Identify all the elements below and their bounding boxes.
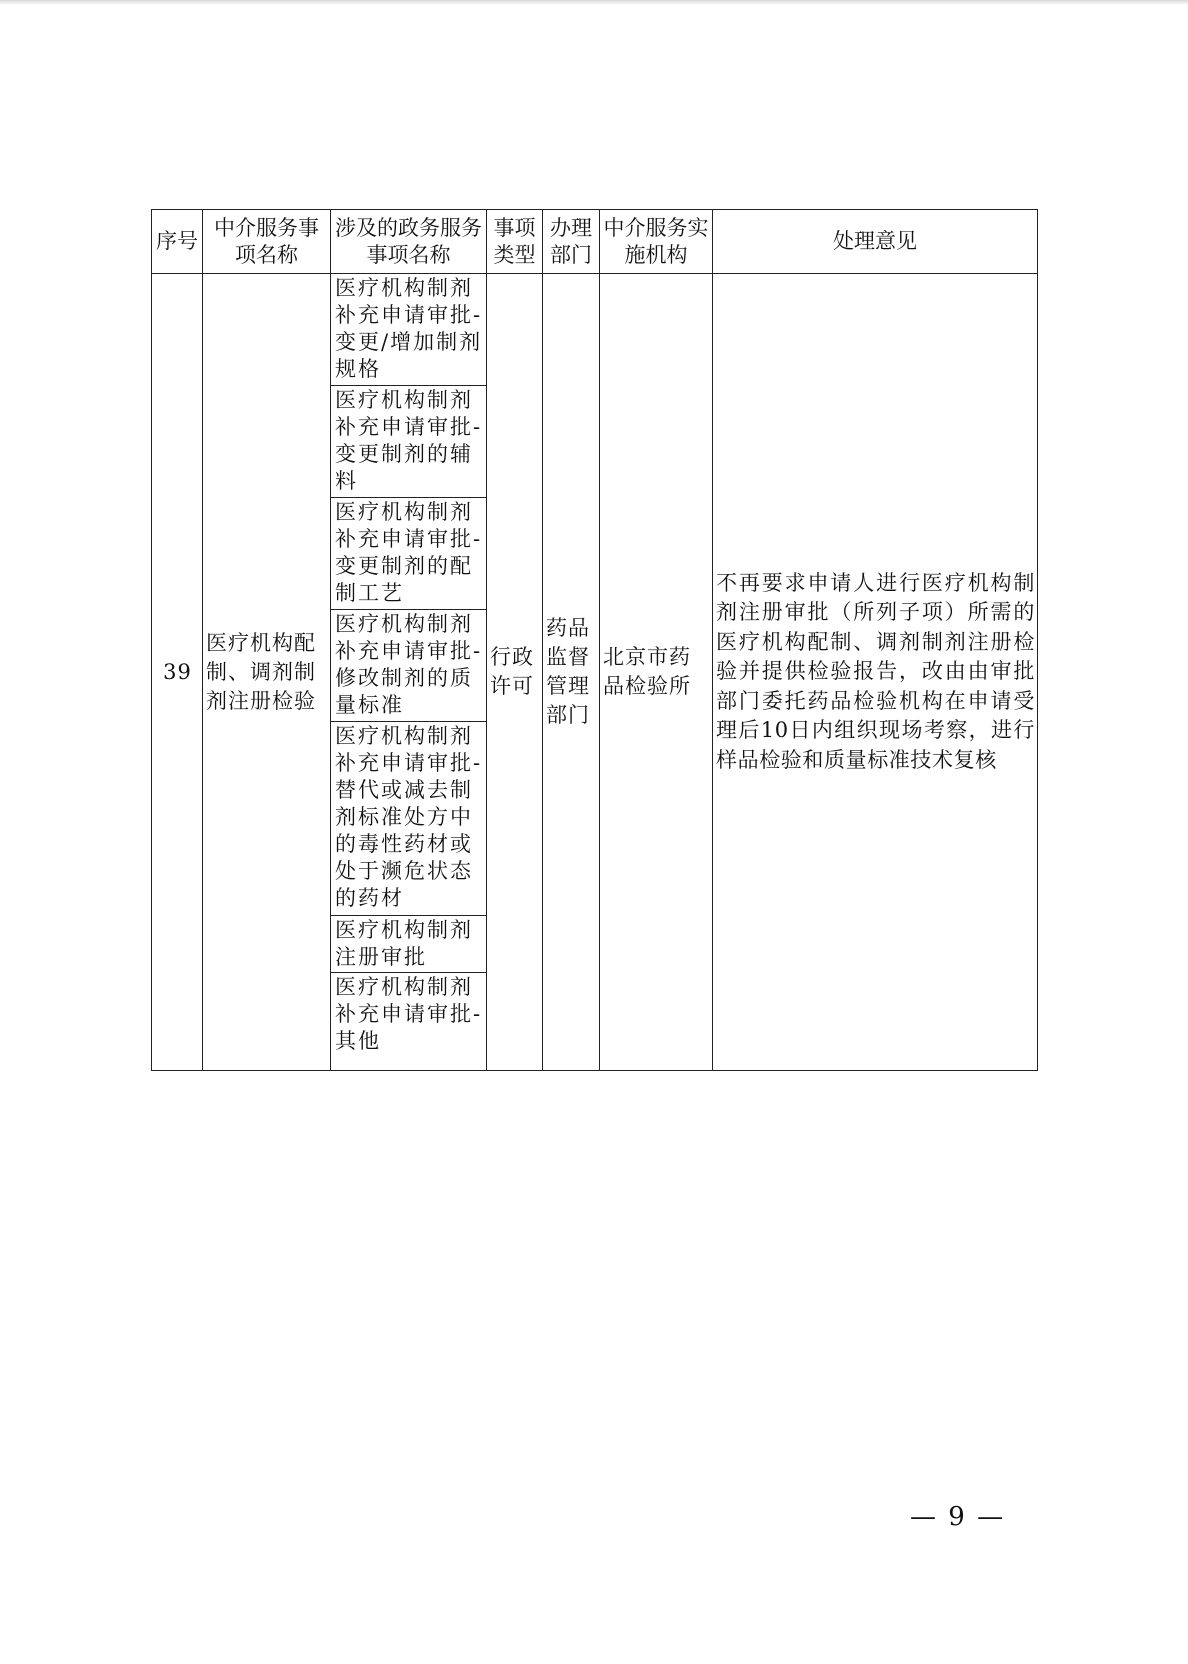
scan-edge	[0, 0, 1188, 5]
gov-item: 医疗机构制剂注册审批	[331, 916, 486, 973]
header-opinion: 处理意见	[713, 210, 1038, 274]
service-items-table	[151, 209, 1038, 1071]
gov-item: 医疗机构制剂补充申请审批-修改制剂的质量标准	[331, 610, 486, 722]
header-dept: 办理部门	[543, 210, 600, 274]
cell-dept: 药品监督管理部门	[543, 274, 600, 1071]
gov-item: 医疗机构制剂补充申请审批-变更制剂的辅料	[331, 386, 486, 498]
cell-type: 行政许可	[487, 274, 543, 1071]
cell-agency-item: 医疗机构配制、调剂制剂注册检验	[203, 274, 331, 1071]
header-provider: 中介服务实施机构	[600, 210, 713, 274]
header-agency-item: 中介服务事项名称	[203, 210, 331, 274]
page-number: — 9 —	[910, 1502, 1006, 1532]
cell-opinion: 不再要求申请人进行医疗机构制剂注册审批（所列子项）所需的医疗机构配制、调剂制剂注册检验并提供检验报告，改由由审批部门委托药品检验机构在申请受理后10日内组织现场考察，进行样品检验和质量标准技术复核	[713, 274, 1038, 1071]
gov-item-list	[331, 274, 486, 1070]
header-type: 事项类型	[487, 210, 543, 274]
header-gov-item: 涉及的政务服务事项名称	[331, 210, 487, 274]
cell-gov-items	[331, 274, 487, 1071]
cell-seq: 39	[152, 274, 203, 1071]
table-header-row	[152, 210, 1038, 274]
gov-item: 医疗机构制剂补充申请审批-变更制剂的配制工艺	[331, 498, 486, 610]
gov-item: 医疗机构制剂补充申请审批-替代或减去制剂标准处方中的毒性药材或处于濒危状态的药材	[331, 722, 486, 916]
header-seq: 序号	[152, 210, 203, 274]
table-row	[152, 274, 1038, 1071]
gov-item: 医疗机构制剂补充申请审批-其他	[335, 975, 483, 1053]
cell-provider: 北京市药品检验所	[600, 274, 713, 1071]
gov-item: 医疗机构制剂补充申请审批-变更/增加制剂规格	[331, 274, 486, 386]
